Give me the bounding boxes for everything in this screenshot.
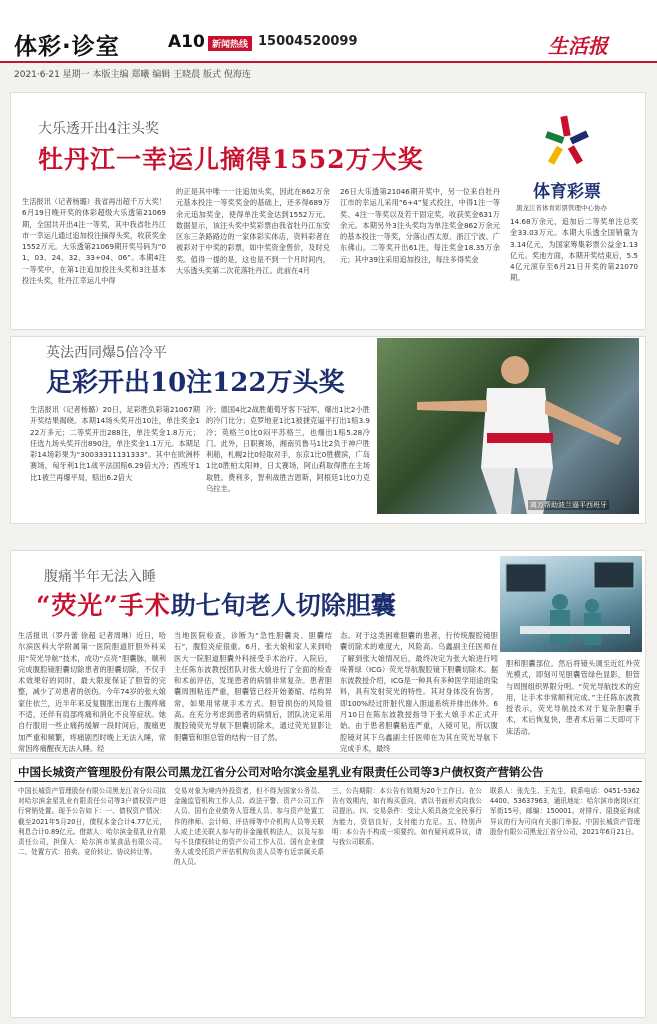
story1-col-3: 26日大乐透第21046期开奖中，另一位来自牡丹江市的幸运儿采用“6+4”复式投注，中得1注一等奖、4注一等奖以及若干固定奖，收获奖金631万余元。本期另外3注头奖均为单注奖金862万余元的基本投注一等奖，分落山西太原、浙江宁波、广东佛山。二等奖开出61注，每注奖金18.35万余元；其中39注采用追加投注，每注多得奖金 <box>340 187 500 264</box>
story3-col-4: 胆和胆囊部位。然后将镜头调至近红外荧光模式，即刻可见胆囊管绿色显影，胆管与周围组织界限分明。“荧光导航技术的应用，让手术非常顺利完成。”主任陈东波教授表示，荧光导航技术对于复杂胆囊手术，术后恢复快，患者术后第二天即可下床活动。 <box>506 659 640 736</box>
story1-kicker: 大乐透开出4注头奖 <box>38 121 159 137</box>
dateline: 2021·6·21 星期一 本版主编 郑曦 编辑 王晓晨 版式 倪海连 <box>14 70 251 80</box>
story2-kicker: 英法西同爆5倍冷平 <box>46 345 167 361</box>
surgery-photo <box>500 556 642 652</box>
story1-col-4: 14.68万余元，追加后二等奖单注总奖金33.03万元。本期大乐透全国销量为3.14亿元，为国家筹集彩票公益金1.13亿元。奖池方面，本期开奖结束后，5.54亿元滚存至6月21日开奖的第21070期。 <box>510 217 638 283</box>
page-number: A10 <box>168 32 205 52</box>
story3-headline-red: “荧光”手术 <box>36 591 171 620</box>
story3-col-3: 态。对于这类困难胆囊的患者，行传统腹腔镜胆囊切除术的难度大，风险高。乌鑫副主任医师在了解到张大娘情况后，最终决定为张大娘进行吲哚菁绿（ICG）荧光导航腹腔镜下胆囊切除术。据东波教授介绍，ICG是一种具有多种医学用途的染料，具有发射荧光的特性。其对身体没有伤害，即100%经过肝脏代谢入胆道系统并排出体外。6月10日在陈东波教授指导下张大娘手术正式开始。由于患者胆囊粘连严重，入镜可见，所以腹腔镜对其下乌鑫副主任医师在为其在荧光导航下完成手术，最终 <box>340 631 498 753</box>
story2-headline: 足彩开出10注122万头奖 <box>46 368 345 398</box>
lottery-star-icon <box>538 112 594 168</box>
section-title: 体彩·诊室 <box>14 34 120 60</box>
story2-col-1: 生活报讯（记者杨璐）20日，足彩胜负彩第21067期开奖结果揭晓。本期14场头奖开出10注，单注奖金122万多元；二等奖开出288注，单注奖金1.8万元；任选九场头奖开出890注，单注奖金1.1万元。本期足彩14场彩果为“30033311131333”。其中在欧洲杯赛场，匈牙利1比1战平法国赔6.29倍大冷；西班牙1比1被兰再爆平局，赔出6.2倍大 <box>30 405 200 482</box>
story1-col-1: 生活报讯（记者杨璐）我省再出超千万大奖！6月19日晚开奖的体彩超级大乐透第21069期，全国共开出4注一等奖，其中我省牡丹江市一幸运儿通过追加投注摘得头奖，收获奖金1552万元。大乐透第21069期开奖号码为“01、03、24、32、33+04、06”。本期4注一等奖中，在第1注追加投注头奖和3注基本投注头奖，牡丹江幸运儿中得 <box>22 197 166 286</box>
announcement-title: 中国长城资产管理股份有限公司黑龙江省分公司对哈尔滨金星乳业有限责任公司等3户债权资产营销公告 <box>18 765 544 779</box>
announcement-col-1: 中国长城资产管理股份有限公司黑龙江省分公司拟对哈尔滨金星乳业有限责任公司等3户债权资产进行营销处置。现予公告如下：一、债权资产情况：截至2021年5月20日，债权本金合计4.77亿元，利息合计0.89亿元。借款人：哈尔滨金星乳业有限责任公司，担保人：哈尔滨市某食品有限公司。二、处置方式：拍卖、竞价转让、协议转让等。 <box>18 787 166 857</box>
hotline-phone: 15004520099 <box>258 34 358 49</box>
story3-col-2: 当地医院检查，诊断为“急性胆囊炎、胆囊结石”，腹腔炎症很重。6月，张大娘和家人来到哈医大一院胆道胆囊外科接受手术治疗。入院后，主任陈东波教授团队对张大娘进行了全面的检查和术前评估，发现患者的病情非常复杂。患者胆囊周围粘连严重，胆囊管已经开始萎缩、结构异常，如果用常规手术方式、胆管损伤的风险很高。在充分考虑到患者的病情后，团队决定采用腹腔镜荧光导航下胆囊切除术，通过荧光显影让胆囊管和胆总管的结构一目了然。 <box>174 631 332 742</box>
sports-lottery-sub: 黑龙江省体育彩票管理中心协办 <box>516 204 607 212</box>
story1-col-2: 的正是其中唯一一注追加头奖，因此在862万余元基本投注一等奖奖金的基础上，还多得689万余元追加奖金，使得单注奖金达到1552万元。数据显示，该注头奖中奖彩票由我省牡丹江东安区东三条路路边的一家体彩实体店，资料彩者在被彩对于中奖的彩票，如中奖资金售价，及时兑奖。值得一提的是，这也是不到一个月时间内，大乐透头奖第二次花落牡丹江。此前在4月 <box>176 187 330 276</box>
story3-headline <box>36 586 396 622</box>
header-rule <box>0 61 657 63</box>
soccer-player-icon <box>377 338 639 514</box>
sports-lottery-name: 体育彩票 <box>533 182 601 202</box>
sports-lottery-logo <box>538 112 594 172</box>
photo-caption: 离万帮助波兰逼平西班牙 <box>530 501 607 509</box>
story3-col-1: 生活报讯（罗丹蕾 徐超 记者周琳）近日，哈尔滨医科大学附属第一医院胆道肝胆外科采用“荧光导航”技术，成功“点亮”胆囊脉，顺利完成腹腔镜胆囊切除患者的胆囊切除，不仅手术效果好的同时，最大限度保证了胆管的完整，减少了对患者的创伤。今年74岁的张大娘家住依兰，近半年来反复腹胀出现右上腹疼痛不适，还伴有肩部疼痛和消化不良等症状。她自行服用一些止痛药缓解一段时间后，腹痛更加严重和频繁，疼痛剧烈时晚上无法入睡，常常因疼痛醒夜无法入睡。经 <box>18 631 166 753</box>
announcement-rule <box>14 781 642 782</box>
soccer-player-photo <box>377 338 639 514</box>
story1-headline: 牡丹江一幸运儿摘得1552万大奖 <box>38 145 424 174</box>
announcement-col-4: 联系人：张先生、王先生，联系电话：0451-53624400、53637963，通讯地址：哈尔滨市南岗区红军街15号，邮编：150001。对排斥、阻挠征询或异议的行为可向有关部门举报。中国长城资产管理股份有限公司黑龙江省分公司，2021年6月21日。 <box>490 787 640 836</box>
announcement-col-2: 交易对象为境内外投资者，但不得为国家公务员、金融监管机构工作人员、政法干警、资产公司工作人员、国有企业债务人管理人员、参与资产处置工作的律师、会计师、评估师等中介机构人员等关联人或上述关联人参与的非金融机构法人，以及与参与不良债权转让的资产公司工作人员、国有企业债务人或受托资产评估机构负责人员等有近亲属关系的人员。 <box>174 787 324 867</box>
story3-kicker: 腹痛半年无法入睡 <box>44 569 156 585</box>
surgery-scene-icon <box>500 556 642 652</box>
story3-headline-blue: 助七旬老人切除胆囊 <box>170 591 396 620</box>
newspaper-logo: 生活报 <box>548 34 608 58</box>
announcement-col-3: 三、公告期限：本公告有效期为20个工作日。在公告有效期内，如有购买意向，请以书面形式向我公司提出。四、交易条件：受让人须具备完全民事行为能力，资信良好，支付能力充足。五、特别声明：本公告不构成一项要约。如有疑问或异议，请与我公司联系。 <box>332 787 482 847</box>
hotline-tag: 新闻热线 <box>208 36 252 51</box>
story2-col-2: 冷；德国4比2战胜葡萄牙客下冠军，爆出1比2小胜的冷门比分；克罗地亚1比1被捷克逼平打出1赔3.9冷；英格兰0比0闷平苏格兰，也爆出1赔5.28冷门。此外，日职赛场，湘南贝鲁马1比2负于神户胜利船，札幌2比0轻取对手，东京1比0胜横滨，广岛1比0胜柏太阳神，日太赛场，阿山莉取得胜在主场取胜。费利多，智利战胜吉恩斯，阿根廷1比0力克乌拉圭。 <box>206 405 370 494</box>
